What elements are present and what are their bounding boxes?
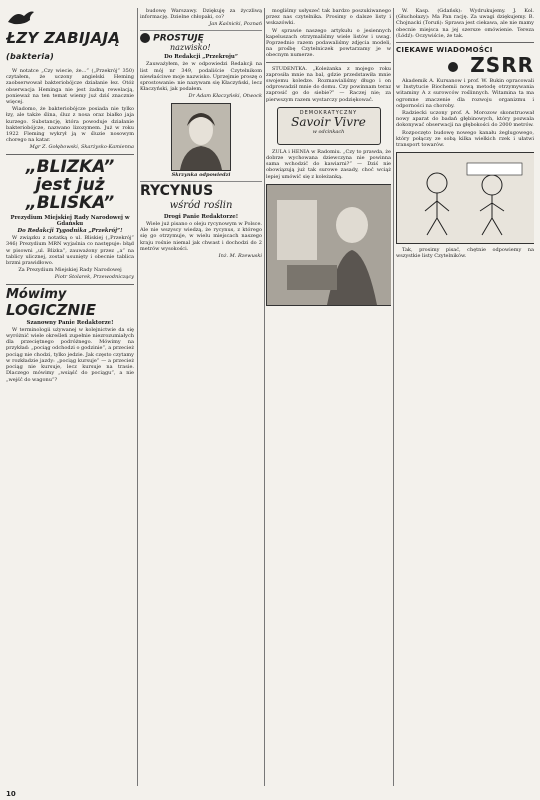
blizka-signature: Piotr Stolarek, Przewodniczący xyxy=(54,274,134,281)
lzy-subtitle: (bakteria) xyxy=(6,52,55,61)
column-divider xyxy=(137,8,138,786)
student-paragraph: STUDENTKA. „Koleżanka z mojego roku zaprosiła mnie na bal, gdzie przedstawiła mnie swojemu koledze. Rozmawialiśmy długo i on odprowadził mnie do domu. Czy powinnam teraz zaprosić go do siebie?” — Raczej nie; za pierwszym razem wystarczy podziękować. xyxy=(266,65,391,103)
divider xyxy=(6,284,134,285)
zsrr-paragraph: Radziecki uczony prof. A. Morozow skonstruował nowy aparat do badań głębinowych, który pozwala dokonywać obserwacji na głębokości do 2000 metrów. xyxy=(396,110,534,129)
column-divider xyxy=(264,8,265,786)
portrait-photo xyxy=(171,103,231,171)
page-number: 10 xyxy=(6,790,16,798)
lzy-signature: Mgr Z. Gołębowski, Skarżysko-Kamienna xyxy=(29,144,134,151)
column-4 xyxy=(396,8,534,786)
blizka-org: Prezydium Miejskiej Rady Narodowej w Gdańsku xyxy=(10,214,130,227)
column-divider xyxy=(393,8,394,786)
article-paragraph: mogliśmy usłyszeć tak bardzo poszukiwanego przez nas czytelnika. Prosimy o dalsze listy i wskazówki. xyxy=(266,8,391,27)
rycynus-subtitle: wśród roślin xyxy=(169,199,233,211)
article-signature: Jan Kaśnicki, Poznań xyxy=(209,21,262,28)
savoir-main-label: Savoir Vivre xyxy=(291,115,366,130)
lzy-paragraph: W notatce „Czy wiecie, że...” („Przekrój” 350) czytałem, że uczony angielski Heming zaobserwował bakteriobójcze działanie łez. Otóż obserwacja Heminga nie jest żadną rewelacją, ponieważ na ten temat wiemy już dziś znacznie więcej. xyxy=(6,68,134,106)
dove-icon xyxy=(6,8,36,28)
prostuje-title: PROSTUJĘ xyxy=(153,33,204,44)
savoir-vivre-banner xyxy=(277,107,381,145)
prostuje-salutation: Do Redakcji „Przekroju” xyxy=(164,54,238,61)
lzy-section xyxy=(6,8,134,151)
divider xyxy=(6,154,134,155)
article-paragraph: budowę Warszawy. Dziękuję za życzliwą informację. Dzielne chłopaki, co? xyxy=(140,8,262,21)
zsrr-paragraph: Akademik A. Kursanow i prof. W. Bukin opracowali w Instytucie Biochemii nową metodę otrzymywania witaminy A z surowców roślinnych. Witamina ta ma ogromne znaczenie dla rozwoju organizmu i odporności na choroby. xyxy=(396,78,534,109)
pen-icon xyxy=(140,33,150,43)
lzy-heading xyxy=(6,30,134,65)
globe-icon xyxy=(448,62,458,72)
savoir-top-label: DEMOKRATYCZNY xyxy=(299,109,358,116)
rycynus-heading: RYCYNUS xyxy=(140,182,214,199)
logic-pre-title: Mówimy xyxy=(6,286,67,302)
prostuje-subtitle: nazwisko! xyxy=(170,43,211,53)
prostuje-paragraph: Zauważyłem, że w odpowiedzi Redakcji na list mój nr 349, podaliście Czytelnikom niewłaściwe moje nazwisko. Uprzejmie proszę o sprostowanie: nie nazywam się Kłaczyński, lecz Kłaczyński, jak podałem. xyxy=(140,61,262,93)
ciekawe-heading: CIEKAWE WIADOMOŚCI xyxy=(396,46,493,55)
cartoon-drawing xyxy=(396,152,534,244)
column-2 xyxy=(140,8,262,786)
blizka-heading: „BLIZKA” jest już „BLISKA” xyxy=(25,156,115,213)
divider xyxy=(396,42,534,43)
divider xyxy=(140,30,262,31)
blizka-salutation: Do Redakcji Tygodnika „Przekrój”! xyxy=(17,228,123,235)
portrait-image xyxy=(172,104,230,170)
lab-photo xyxy=(266,184,391,306)
article-paragraph: W sprawie naszego artykułu o jesiennych kapeluszach otrzymaliśmy wiele listów i uwag. Poprzednio razem podawaliśmy zdjęcia modeli, na prośbę Czytelniczek powtarzamy je w obecnym numerze. xyxy=(266,27,391,59)
prostuje-signature: Dr Adam Kłaczyński, Otwock xyxy=(188,93,262,100)
lzy-paragraph: Wiadomo, że bakteriobójcze posiada nie tylko łzy, ale także ślina, śluz z nosa oraz białko jaja kurzego. Substancję, która powoduje działanie bakteriobójcze, nazwano lizozymem. Już w roku 1922 Fleming wykrył ją w śluzie nosowym chorego na katar. xyxy=(6,106,134,144)
rycynus-paragraph: Wiele już pisano o oleju rycynowym w Polsce. Ale nie wszyscy wiedzą, że rycynus, z którego się go otrzymuje, w wielu miejscach naszego kraju rośnie niemal jak chwast i dochodzi do 2 metrów wysokości. xyxy=(140,220,262,252)
lab-image xyxy=(267,185,391,305)
blizka-section xyxy=(6,158,134,281)
rycynus-section xyxy=(140,184,262,259)
rycynus-salutation: Drogi Panie Redaktorze! xyxy=(163,213,239,220)
zsrr-title: ZSRR xyxy=(470,53,534,78)
lzy-title: ŁZY ZABIJAJĄ xyxy=(6,29,121,47)
photo-caption: Skrzynka odpowiedzi xyxy=(171,171,231,178)
divider xyxy=(266,62,391,63)
cartoon-image xyxy=(397,153,534,243)
logic-section xyxy=(6,288,134,383)
blizka-paragraph: W związku z notatką o ul. Bliskiej („Przekrój” 346) Prezydium MRN wyjaśnia co następuje: błąd w pisowni „ul. Blizka”, zauważony przez „a” na tablicy ulicznej, został usunięty i obecnie tablica brzmi prawidłowo. xyxy=(6,235,134,267)
rycynus-signature: Inż. M. Rzewuski xyxy=(218,252,262,259)
prostuje-heading xyxy=(140,33,262,44)
column-1 xyxy=(6,8,134,786)
answers-paragraph: Tak, prosimy pisać, chętnie odpowiemy na wszystkie listy Czytelników. xyxy=(396,247,534,260)
article-paragraph: ZULA i HENIA w Radomiu. „Czy to prawda, że dobrze wychowana dziewczyna nie powinna sama wchodzić do kawiarni?” — Dziś nie obowiązują już tak surowe zasady, choć wciąż lepiej umówić się z koleżanką. xyxy=(266,148,391,180)
logic-paragraph: W terminologii używanej w kolejnictwie da się wyróżnić wiele określeń zupełnie niezrozumiałych dla przeciętnego podróżnego. Mówimy na przykład: „pociąg odchodzi o godzinie”, a przecież pociąg nie chodzi, tylko jedzie. Jak często czytamy w rozkładzie jazdy: „pociąg kursuje” — a przecież pociąg nie kursuje, lecz kursuje na trasie. Dlaczego mówimy „wsiąść do pociągu”, a nie „wejść do wagonu”? xyxy=(6,326,134,383)
answers-paragraph: W. Kasp. (Gdańsk): Wydrukujemy. J. Kol. (Głuchołazy): Ma Pan rację. Za uwagi dziękujemy. B. Chojnacki (Toruń): Sprawa jest ciekawa, ale nie mamy obecnie miejsca na jej szersze omówienie. Tereza (Łódź): Oczywiście, że tak. xyxy=(396,8,534,39)
blizka-paragraph: Za Prezydium Miejskiej Rady Narodowej xyxy=(18,267,122,274)
divider xyxy=(140,181,262,182)
savoir-bottom-label: w odcinkach xyxy=(312,129,345,136)
logic-salutation: Szanowny Panie Redaktorze! xyxy=(26,319,114,326)
column-3 xyxy=(266,8,391,786)
zsrr-paragraph: Rozpoczęto budowę nowego kanału żeglugowego, który połączy ze sobą kilka wielkich rzek i ułatwi transport towarów. xyxy=(396,129,534,149)
zsrr-heading xyxy=(396,54,534,76)
prostuje-section xyxy=(140,33,262,100)
logic-heading: LOGICZNIE xyxy=(6,300,96,319)
